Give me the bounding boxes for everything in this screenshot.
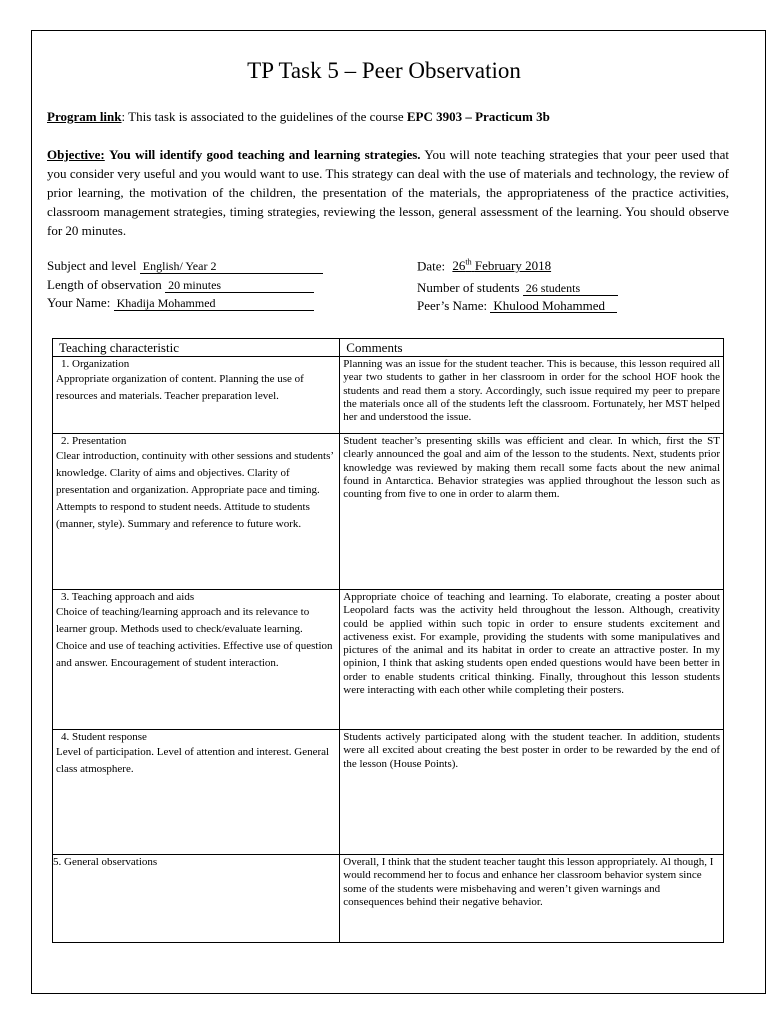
date-value[interactable]: 26th February 2018 [452, 258, 552, 274]
characteristic-cell [53, 855, 340, 943]
peer-name-field [417, 298, 617, 314]
characteristic-title: 1. Organization [61, 358, 130, 370]
comment-cell[interactable] [340, 434, 724, 590]
objective-label: Objective: [47, 147, 105, 162]
peer-name-value[interactable]: Khulood Mohammed [490, 299, 617, 313]
peer-name-label: Peer’s Name: [417, 298, 488, 313]
comment-cell[interactable] [340, 357, 724, 434]
characteristic-title: 4. Student response [61, 731, 147, 743]
comment-text: Student teacher’s presenting skills was efficient and clear. In which, first the ST clearly announced the goal and aim of the lesson to the students. Next, students prior knowledge was reviewed by making them recall some facts about the new animal found in Antarctica. Behavior strategies was applied throughout the lesson such as counting from five to one in order to alarm them. [343, 435, 720, 501]
comment-text: Appropriate choice of teaching and learning. To elaborate, creating a poster about Leopolard facts was the activity held throughout the lesson. Although, creativity could be applied within such topic in order to ensure students excitement and activeness exist. For example, providing the students with some manipulatives and pictures of the animal and its habitat in order to create an attractive poster. In my opinion, I think that asking students open ended questions would have been better in order to enable students critical thinking. Finally, throughout this lesson students were interacting with each other while completing their posters. [343, 591, 720, 697]
length-field [47, 277, 314, 293]
table-row [53, 590, 724, 730]
program-link-label: Program link [47, 109, 122, 124]
characteristic-description: Clear introduction, continuity with other sessions and students’ knowledge. Clarity of aims and objectives. Clarity of presentation and organization. Appropriate pace and timing. Attempts to respond to student needs. Attitude to students (manner, style). Summary and reference to future work. [56, 450, 334, 531]
table-row [53, 434, 724, 590]
objective-bold-text: You will identify good teaching and learning strategies. [109, 147, 421, 162]
length-label: Length of observation [47, 277, 162, 292]
comment-cell[interactable] [340, 855, 724, 943]
comment-text: Students actively participated along with the student teacher. In addition, students were all excited about creating the best poster in order to be rewarded by the end of the lesson (House Points). [343, 731, 720, 770]
characteristic-cell [53, 434, 340, 590]
program-link [47, 107, 729, 126]
date-label: Date: [417, 258, 446, 274]
objective-text: You will note teaching strategies that your peer used that you consider very useful and you would want to use. This strategy can deal with the use of materials and technology, the review of prior learning, the motivation of the children, the presentation of the materials, the appropriateness of the practice activities, classroom management strategies, timing strategies, reviewing the lesson, general assessment of the learning. You should observe for 20 minutes. [47, 147, 729, 238]
length-value[interactable]: 20 minutes [165, 279, 314, 293]
subject-field [47, 258, 323, 274]
date-field [417, 258, 551, 274]
your-name-value[interactable]: Khadija Mohammed [114, 297, 314, 311]
course-code: EPC 3903 – Practicum 3b [406, 109, 550, 124]
subject-value[interactable]: English/ Year 2 [140, 260, 323, 274]
characteristic-title: 2. Presentation [61, 435, 127, 447]
table-header-row [53, 339, 724, 357]
comment-text: Planning was an issue for the student teacher. This is because, this lesson required all year two students to gather in her classroom in order for the school HOF hook the students and read them a story. Accordingly, such issue required my peer to prepare the materials once all of the students left the classroom. Fortunately, her MST helped her and understood the issue. [343, 358, 720, 424]
table-row [53, 730, 724, 855]
characteristic-description: Level of participation. Level of attention and interest. General class atmosphere. [56, 746, 330, 776]
characteristic-cell [53, 730, 340, 855]
page-title: TP Task 5 – Peer Observation [247, 58, 521, 83]
observation-table [52, 338, 724, 943]
header-comments: Comments [340, 339, 724, 357]
comment-cell[interactable] [340, 590, 724, 730]
characteristic-cell [53, 357, 340, 434]
students-label: Number of students [417, 280, 520, 295]
subject-label: Subject and level [47, 258, 137, 273]
characteristic-cell [53, 590, 340, 730]
characteristic-description: Appropriate organization of content. Planning the use of resources and materials. Teacher preparation level. [56, 373, 304, 403]
header-teaching-characteristic: Teaching characteristic [53, 339, 340, 357]
characteristic-title: 5. General observations [53, 856, 158, 868]
comment-cell[interactable] [340, 730, 724, 855]
characteristic-title: 3. Teaching approach and aids [61, 591, 195, 603]
your-name-label: Your Name: [47, 295, 111, 310]
table-row [53, 855, 724, 943]
students-value[interactable]: 26 students [523, 282, 618, 296]
comment-text: Overall, I think that the student teacher taught this lesson appropriately. Al though, I would recommend her to focus and enhance her classroom behavior system since some of the students were misbehaving and weren’t given warnings and consequences behind their negative behavior. [343, 856, 714, 908]
your-name-field [47, 295, 314, 311]
program-link-text: : This task is associated to the guidelines of the course [121, 109, 407, 124]
characteristic-description: Choice of teaching/learning approach and its relevance to learner group. Methods used to check/evaluate learning. Choice and use of teaching activities. Effective use of question and answer. Encouragement of student interaction. [56, 606, 333, 670]
students-field [417, 280, 618, 296]
table-row [53, 357, 724, 434]
objective [47, 145, 729, 240]
